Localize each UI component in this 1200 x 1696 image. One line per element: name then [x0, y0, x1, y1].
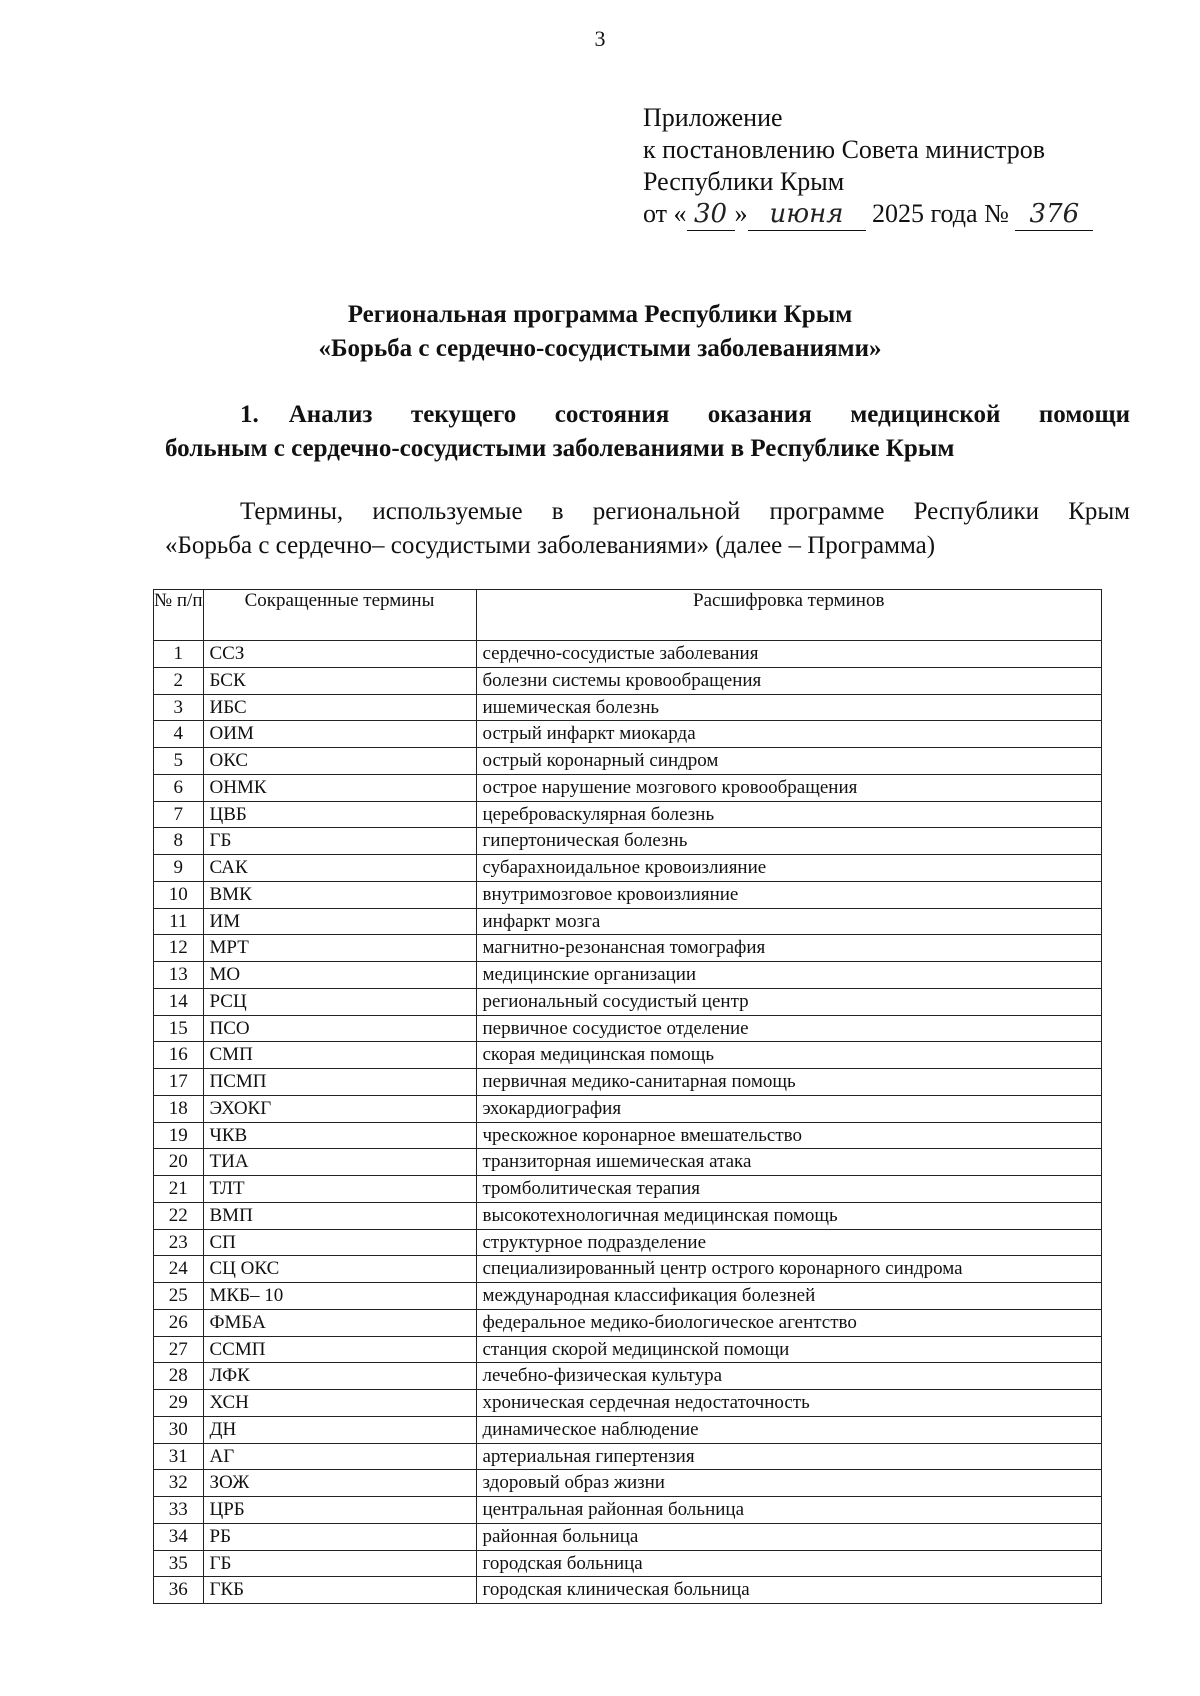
row-definition: транзиторная ишемическая атака	[476, 1149, 1102, 1176]
appendix-line-2: к постановлению Совета министров	[643, 135, 1045, 164]
row-abbreviation: ЧКВ	[203, 1122, 476, 1149]
row-number: 27	[154, 1336, 204, 1363]
row-definition: скорая медицинская помощь	[476, 1042, 1102, 1069]
handwritten-month: июня	[748, 198, 866, 231]
row-definition: федеральное медико-биологическое агентство	[476, 1309, 1102, 1336]
row-definition: районная больница	[476, 1523, 1102, 1550]
row-definition: региональный сосудистый центр	[476, 988, 1102, 1015]
table-row	[154, 1069, 1102, 1096]
row-number: 28	[154, 1363, 204, 1390]
row-abbreviation: ОИМ	[203, 721, 476, 748]
row-definition: первичное сосудистое отделение	[476, 1015, 1102, 1042]
row-abbreviation: ДН	[203, 1416, 476, 1443]
row-definition: острый инфаркт миокарда	[476, 721, 1102, 748]
row-abbreviation: МКБ– 10	[203, 1283, 476, 1310]
row-number: 11	[154, 908, 204, 935]
row-number: 6	[154, 774, 204, 801]
row-definition: динамическое наблюдение	[476, 1416, 1102, 1443]
table-row	[154, 1095, 1102, 1122]
table-row	[154, 1122, 1102, 1149]
handwritten-document-number: 376	[1015, 198, 1093, 231]
row-number: 20	[154, 1149, 204, 1176]
row-definition: специализированный центр острого коронарного синдрома	[476, 1256, 1102, 1283]
table-row	[154, 1149, 1102, 1176]
row-definition: острый коронарный синдром	[476, 748, 1102, 775]
row-abbreviation: МО	[203, 962, 476, 989]
row-abbreviation: ГКБ	[203, 1577, 476, 1604]
table-row	[154, 1202, 1102, 1229]
table-row	[154, 908, 1102, 935]
table-header-row	[154, 590, 1102, 641]
table-row	[154, 1550, 1102, 1577]
appendix-block	[643, 102, 1093, 231]
row-definition: чрескожное коронарное вмешательство	[476, 1122, 1102, 1149]
row-definition: медицинские организации	[476, 962, 1102, 989]
row-abbreviation: ХСН	[203, 1390, 476, 1417]
table-row	[154, 1443, 1102, 1470]
row-number: 30	[154, 1416, 204, 1443]
row-abbreviation: ОКС	[203, 748, 476, 775]
row-number: 24	[154, 1256, 204, 1283]
row-definition: первичная медико-санитарная помощь	[476, 1069, 1102, 1096]
row-number: 29	[154, 1390, 204, 1417]
row-definition: городская больница	[476, 1550, 1102, 1577]
row-number: 23	[154, 1229, 204, 1256]
row-definition: цереброваскулярная болезнь	[476, 801, 1102, 828]
table-row	[154, 881, 1102, 908]
table-row	[154, 1390, 1102, 1417]
row-number: 16	[154, 1042, 204, 1069]
row-definition: артериальная гипертензия	[476, 1443, 1102, 1470]
row-number: 2	[154, 667, 204, 694]
row-abbreviation: ВМП	[203, 1202, 476, 1229]
row-abbreviation: ТЛТ	[203, 1176, 476, 1203]
row-abbreviation: ЗОЖ	[203, 1470, 476, 1497]
row-definition: международная классификация болезней	[476, 1283, 1102, 1310]
row-number: 5	[154, 748, 204, 775]
row-abbreviation: ССМП	[203, 1336, 476, 1363]
table-row	[154, 1309, 1102, 1336]
row-definition: тромболитическая терапия	[476, 1176, 1102, 1203]
row-abbreviation: СМП	[203, 1042, 476, 1069]
date-prefix: от «	[643, 199, 687, 228]
table-row	[154, 962, 1102, 989]
table-row	[154, 694, 1102, 721]
date-day-suffix: »	[734, 199, 748, 228]
row-definition: ишемическая болезнь	[476, 694, 1102, 721]
row-number: 10	[154, 881, 204, 908]
table-row	[154, 1577, 1102, 1604]
row-abbreviation: ИБС	[203, 694, 476, 721]
row-number: 22	[154, 1202, 204, 1229]
table-row	[154, 1523, 1102, 1550]
row-abbreviation: ФМБА	[203, 1309, 476, 1336]
appendix-date-line	[643, 198, 1093, 231]
table-row	[154, 1363, 1102, 1390]
table-row	[154, 935, 1102, 962]
row-abbreviation: САК	[203, 855, 476, 882]
row-number: 15	[154, 1015, 204, 1042]
header-abbr: Сокращенные термины	[203, 590, 476, 641]
row-number: 32	[154, 1470, 204, 1497]
row-number: 21	[154, 1176, 204, 1203]
row-abbreviation: ССЗ	[203, 641, 476, 668]
appendix-line-1: Приложение	[643, 103, 783, 132]
row-abbreviation: ЦВБ	[203, 801, 476, 828]
header-def: Расшифровка терминов	[476, 590, 1102, 641]
intro-paragraph	[165, 495, 1130, 563]
row-abbreviation: ЦРБ	[203, 1497, 476, 1524]
row-number: 3	[154, 694, 204, 721]
handwritten-day: 30	[687, 198, 735, 231]
row-number: 25	[154, 1283, 204, 1310]
program-title	[0, 298, 1200, 366]
table-row	[154, 1497, 1102, 1524]
row-number: 36	[154, 1577, 204, 1604]
table-row	[154, 774, 1102, 801]
row-abbreviation: ПСО	[203, 1015, 476, 1042]
section-heading-line-1	[165, 398, 1130, 432]
page-number: 3	[594, 26, 606, 51]
row-definition: эхокардиография	[476, 1095, 1102, 1122]
row-definition: сердечно-сосудистые заболевания	[476, 641, 1102, 668]
row-number: 19	[154, 1122, 204, 1149]
table-row	[154, 641, 1102, 668]
row-number: 4	[154, 721, 204, 748]
table-row	[154, 1336, 1102, 1363]
table-row	[154, 748, 1102, 775]
row-definition: магнитно-резонансная томография	[476, 935, 1102, 962]
table-row	[154, 828, 1102, 855]
row-abbreviation: ИМ	[203, 908, 476, 935]
row-definition: высокотехнологичная медицинская помощь	[476, 1202, 1102, 1229]
header-num: № п/п	[154, 590, 204, 641]
date-year-text: 2025 года №	[872, 199, 1009, 228]
row-abbreviation: ГБ	[203, 1550, 476, 1577]
row-abbreviation: ТИА	[203, 1149, 476, 1176]
table-row	[154, 1015, 1102, 1042]
row-definition: здоровый образ жизни	[476, 1470, 1102, 1497]
row-abbreviation: ГБ	[203, 828, 476, 855]
row-definition: болезни системы кровообращения	[476, 667, 1102, 694]
table-row	[154, 1256, 1102, 1283]
program-title-line-2: «Борьба с сердечно-сосудистыми заболеваниями»	[318, 335, 882, 362]
table-row	[154, 667, 1102, 694]
row-number: 17	[154, 1069, 204, 1096]
terms-table-body	[154, 641, 1102, 1604]
table-row	[154, 855, 1102, 882]
section-title-part-2: больным с сердечно-сосудистыми заболеваниями в Республике Крым	[165, 435, 955, 462]
row-definition: центральная районная больница	[476, 1497, 1102, 1524]
row-definition: лечебно-физическая культура	[476, 1363, 1102, 1390]
row-number: 18	[154, 1095, 204, 1122]
row-number: 31	[154, 1443, 204, 1470]
row-number: 7	[154, 801, 204, 828]
terms-table	[153, 589, 1102, 1604]
row-abbreviation: МРТ	[203, 935, 476, 962]
intro-line-2: «Борьба с сердечно– сосудистыми заболеваниями» (далее – Программа)	[165, 532, 936, 559]
row-abbreviation: ВМК	[203, 881, 476, 908]
program-title-line-1: Региональная программа Республики Крым	[347, 301, 853, 328]
row-number: 13	[154, 962, 204, 989]
row-abbreviation: ЛФК	[203, 1363, 476, 1390]
row-abbreviation: ПСМП	[203, 1069, 476, 1096]
table-row	[154, 1416, 1102, 1443]
row-definition: структурное подразделение	[476, 1229, 1102, 1256]
row-abbreviation: СП	[203, 1229, 476, 1256]
row-number: 8	[154, 828, 204, 855]
row-definition: инфаркт мозга	[476, 908, 1102, 935]
intro-line-1: Термины, используемые в региональной программе Республики Крым	[240, 498, 1130, 525]
section-heading	[165, 398, 1130, 466]
row-number: 34	[154, 1523, 204, 1550]
row-number: 26	[154, 1309, 204, 1336]
row-number: 1	[154, 641, 204, 668]
row-abbreviation: АГ	[203, 1443, 476, 1470]
table-row	[154, 721, 1102, 748]
table-row	[154, 1283, 1102, 1310]
table-row	[154, 1176, 1102, 1203]
row-definition: субарахноидальное кровоизлияние	[476, 855, 1102, 882]
section-number: 1.	[240, 401, 259, 428]
row-abbreviation: ОНМК	[203, 774, 476, 801]
row-definition: станция скорой медицинской помощи	[476, 1336, 1102, 1363]
row-definition: внутримозговое кровоизлияние	[476, 881, 1102, 908]
row-number: 12	[154, 935, 204, 962]
row-abbreviation: ЭХОКГ	[203, 1095, 476, 1122]
section-title-part-1: Анализ текущего состояния оказания медицинской помощи	[288, 401, 1130, 428]
row-abbreviation: РБ	[203, 1523, 476, 1550]
row-abbreviation: РСЦ	[203, 988, 476, 1015]
row-definition: хроническая сердечная недостаточность	[476, 1390, 1102, 1417]
table-row	[154, 988, 1102, 1015]
table-row	[154, 801, 1102, 828]
table-row	[154, 1470, 1102, 1497]
row-definition: острое нарушение мозгового кровообращения	[476, 774, 1102, 801]
row-number: 9	[154, 855, 204, 882]
row-abbreviation: СЦ ОКС	[203, 1256, 476, 1283]
row-definition: городская клиническая больница	[476, 1577, 1102, 1604]
table-row	[154, 1229, 1102, 1256]
row-definition: гипертоническая болезнь	[476, 828, 1102, 855]
table-row	[154, 1042, 1102, 1069]
row-number: 14	[154, 988, 204, 1015]
appendix-line-3: Республики Крым	[643, 167, 845, 196]
row-abbreviation: БСК	[203, 667, 476, 694]
row-number: 33	[154, 1497, 204, 1524]
row-number: 35	[154, 1550, 204, 1577]
